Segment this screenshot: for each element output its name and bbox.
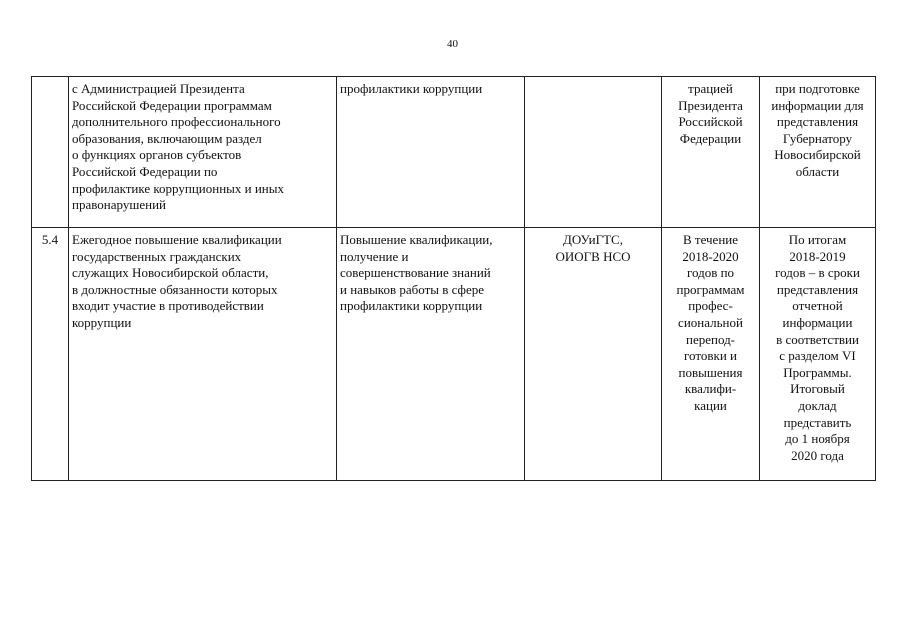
cell-text-line: образования, включающим раздел — [72, 130, 262, 146]
cell-text-line: годов по — [686, 265, 735, 281]
cell-text-line: Российской Федерации по — [72, 163, 218, 179]
cell-text-line: профес- — [688, 298, 733, 314]
cell-text-line: профилактике коррупционных и иных — [72, 180, 284, 196]
cell-text-line: В течение — [682, 232, 739, 247]
cell-text-line: представления — [776, 114, 859, 130]
cell-text-line: коррупции — [72, 314, 132, 330]
page-number: 40 — [447, 38, 458, 50]
cell-text-line: профилактики коррупции — [340, 298, 483, 314]
cell-text-line: По итогам — [788, 232, 847, 247]
cell-text-line: о функциях органов субъектов — [72, 147, 242, 163]
cell-text-line: готовки и — [684, 348, 737, 364]
cell-text-line: Ежегодное повышение квалификации — [72, 232, 282, 247]
result-cell — [337, 77, 525, 228]
cell-text-line: входит участие в противодействии — [72, 298, 264, 314]
cell-text-line: программам — [676, 281, 745, 297]
cell-text-line: Программы. — [783, 364, 852, 380]
cell-text-line: в соответствии — [776, 331, 859, 347]
reporting-cell — [760, 228, 876, 481]
cell-text-line: совершенствование знаний — [340, 265, 491, 281]
item-number-cell — [32, 77, 69, 228]
cell-text-line: Российской Федерации программам — [72, 97, 272, 113]
cell-text-line: области — [795, 163, 840, 179]
cell-text-line: получение и — [340, 248, 409, 264]
cell-text-line: до 1 ноября — [785, 431, 850, 447]
reporting-cell — [760, 77, 876, 228]
measures-table — [31, 76, 876, 481]
cell-text-line: ДОУиГТС, — [563, 232, 623, 247]
cell-text-line: с разделом VI — [779, 348, 856, 364]
cell-text-line: годов – в сроки — [775, 265, 860, 281]
cell-text-line: информации для — [771, 97, 864, 113]
result-cell — [337, 228, 525, 481]
cell-text-line: и навыков работы в сфере — [340, 281, 485, 297]
cell-text-line: сиональной — [678, 314, 743, 330]
cell-text-line: Новосибирской — [774, 147, 861, 163]
event-cell — [69, 77, 337, 228]
cell-text-line: служащих Новосибирской области, — [72, 265, 269, 281]
cell-text-line: Губернатору — [782, 130, 853, 146]
cell-text-line: перепод- — [685, 331, 736, 347]
cell-text-line: Российской — [678, 114, 743, 130]
cell-text-line: Итоговый — [790, 381, 845, 397]
cell-text-line: представить — [783, 414, 852, 430]
cell-text-line: 2018-2020 — [682, 248, 739, 264]
cell-text-line: ОИОГВ НСО — [555, 248, 631, 264]
executors-cell — [525, 228, 662, 481]
cell-text-line: квалифи- — [684, 381, 737, 397]
deadline-cell — [662, 77, 760, 228]
cell-text-line: 2020 года — [791, 447, 844, 463]
cell-text-line: Федерации — [679, 130, 742, 146]
table-row — [32, 228, 876, 481]
executors-cell — [525, 77, 662, 228]
table-row — [32, 77, 876, 228]
cell-text-line: трацией — [688, 81, 733, 96]
item-number-cell: 5.4 — [32, 228, 69, 481]
cell-text-line: повышения — [678, 364, 743, 380]
cell-text-line: представления — [776, 281, 859, 297]
cell-text-line: при подготовке — [775, 81, 860, 96]
cell-text-line: отчетной — [792, 298, 843, 314]
cell-text-line: в должностные обязанности которых — [72, 281, 278, 297]
cell-text-line: с Администрацией Президента — [72, 81, 245, 96]
cell-text-line: государственных гражданских — [72, 248, 242, 264]
cell-text-line: дополнительного профессионального — [72, 114, 281, 130]
cell-text-line: правонарушений — [72, 197, 166, 213]
cell-text-line: профилактики коррупции — [340, 81, 483, 96]
cell-text-line: Повышение квалификации, — [340, 232, 493, 247]
event-cell — [69, 228, 337, 481]
cell-text-line: доклад — [798, 397, 837, 413]
cell-text-line: Президента — [678, 97, 743, 113]
deadline-cell — [662, 228, 760, 481]
cell-text-line: 2018-2019 — [789, 248, 846, 264]
cell-text-line: информации — [782, 314, 853, 330]
cell-text-line: кации — [694, 397, 727, 413]
